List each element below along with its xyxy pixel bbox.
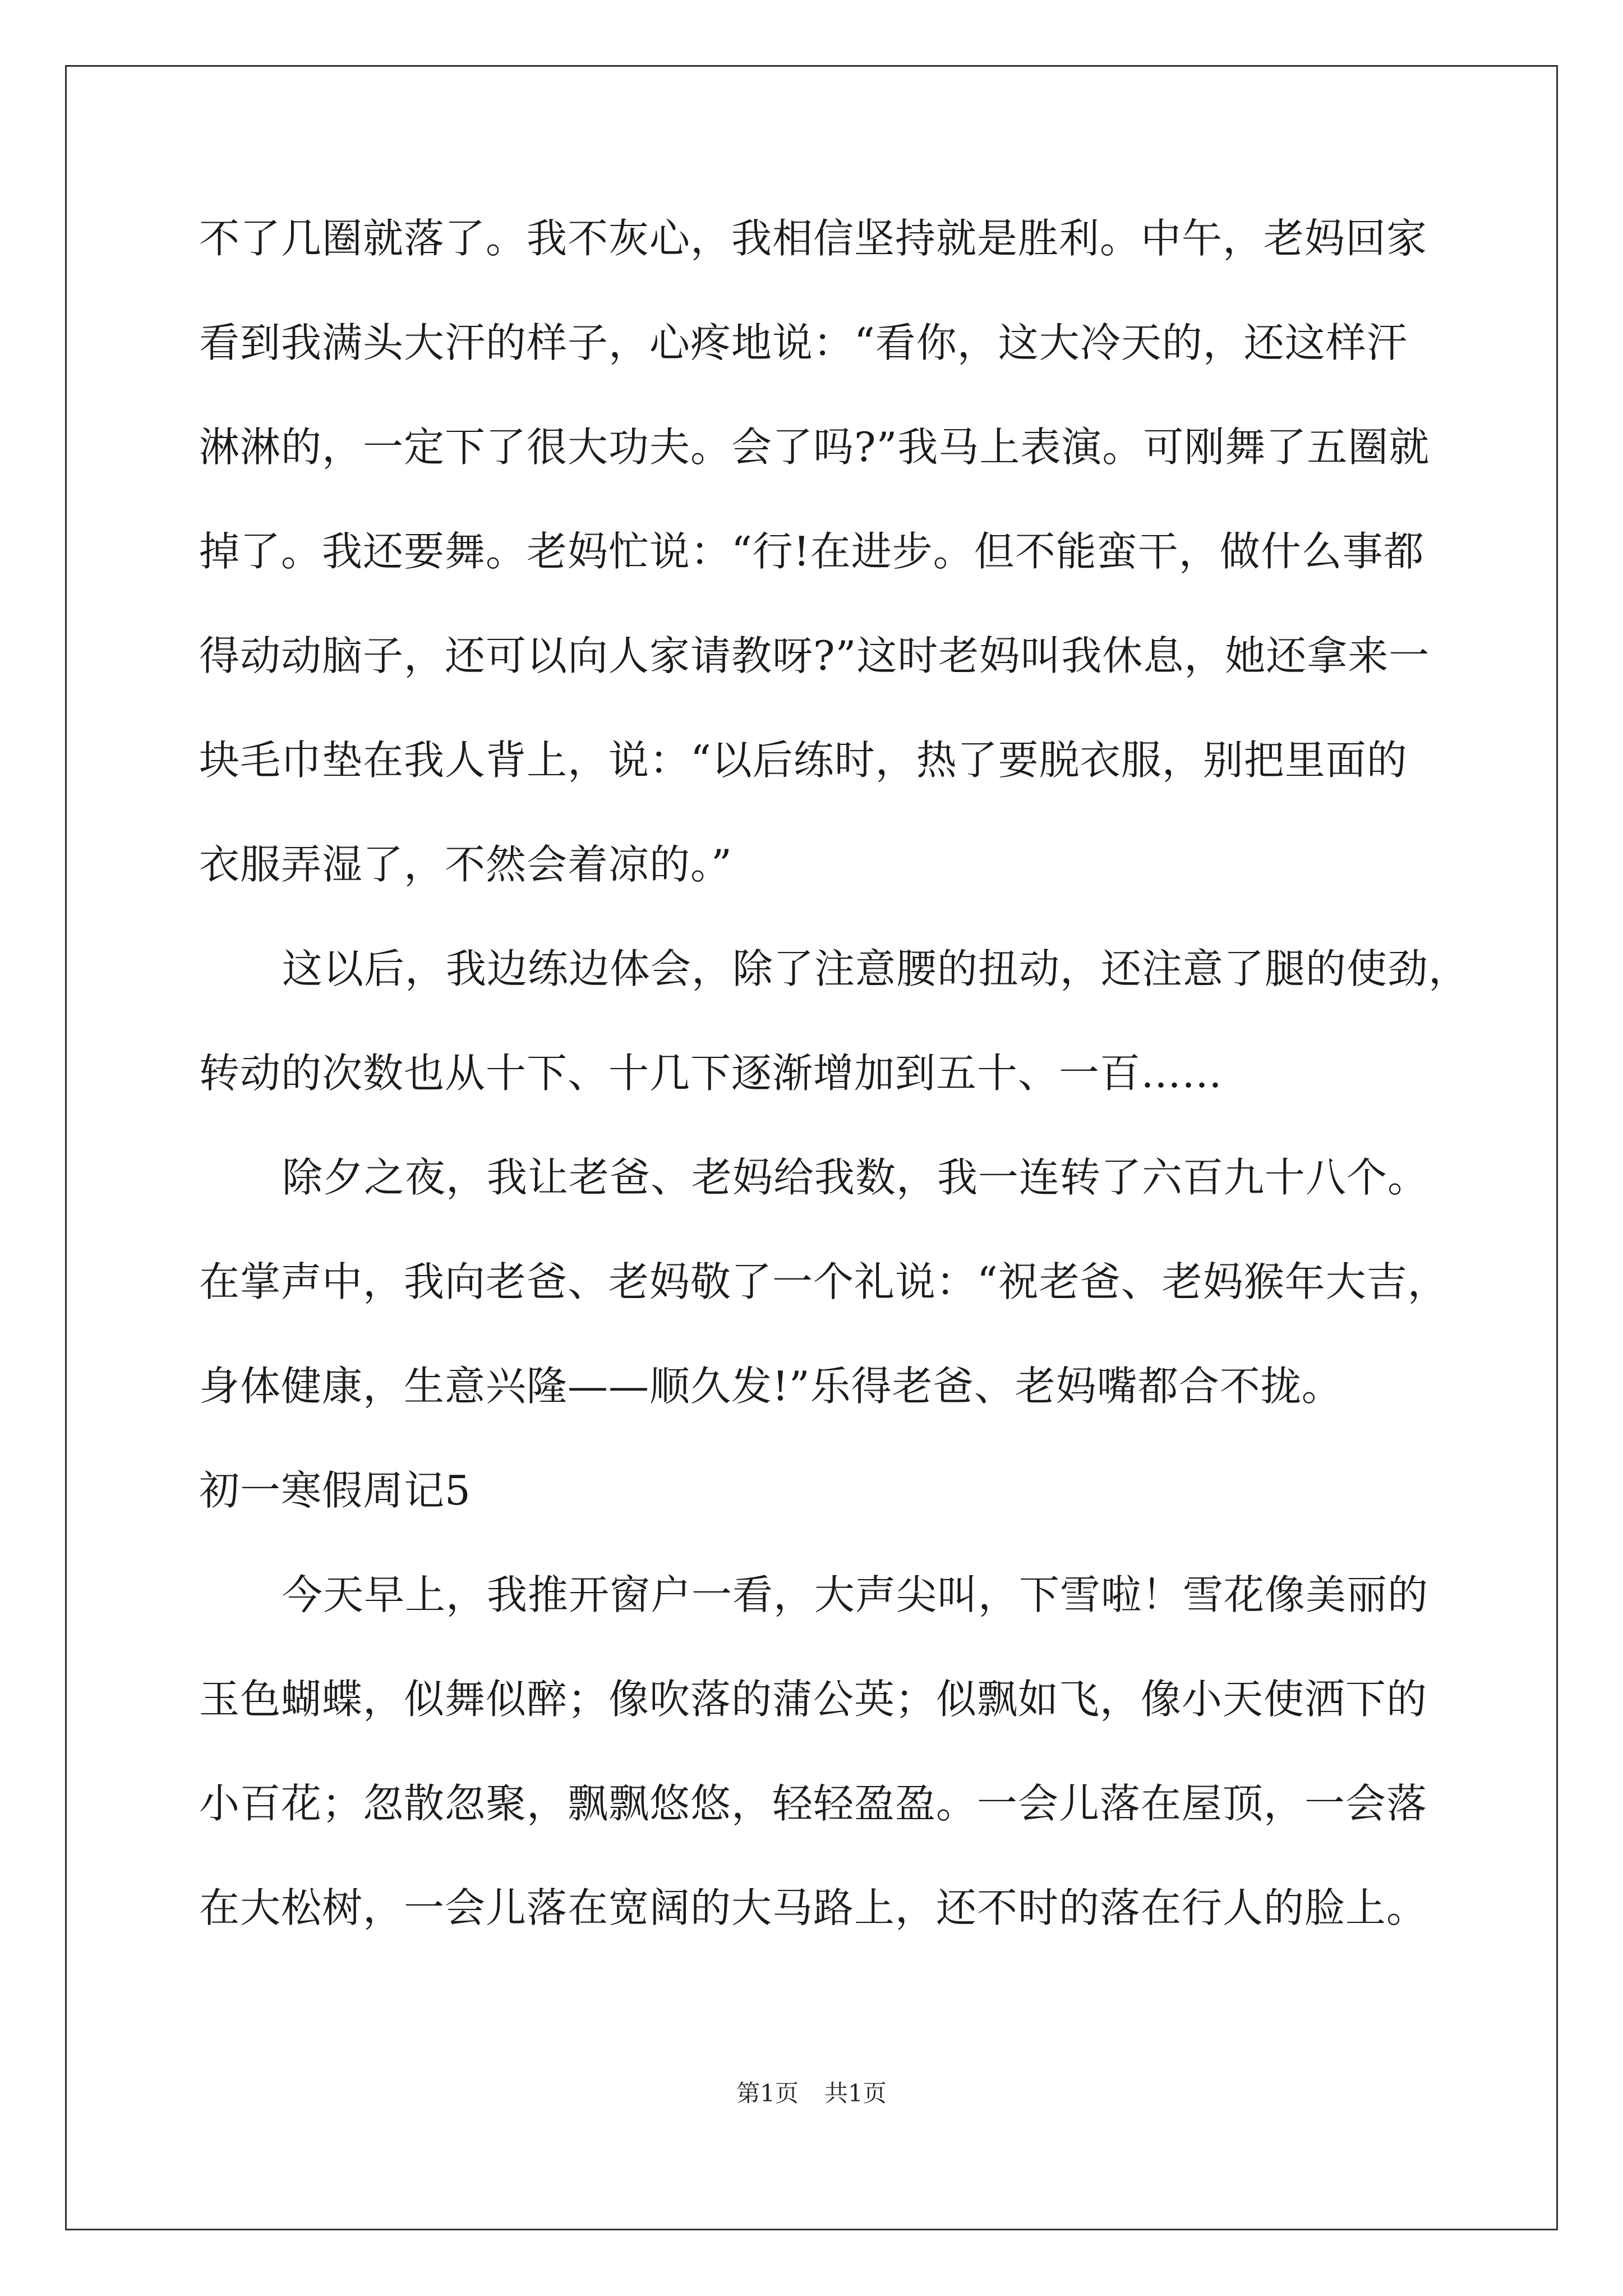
text-line: 块毛巾垫在我人背上，说：“以后练时，热了要脱衣服，别把里面的 xyxy=(199,737,1408,784)
text-line: 在大松树，一会儿落在宽阔的大马路上，还不时的落在行人的脸上。 xyxy=(199,1884,1428,1931)
text-line: 掉了。我还要舞。老妈忙说：“行!在进步。但不能蛮干，做什么事都 xyxy=(199,528,1424,575)
text-line: 看到我满头大汗的样子，心疼地说：“看你，这大冷天的，还这样汗 xyxy=(199,319,1408,366)
page-number-current: 第1页 xyxy=(736,2079,799,2107)
paragraph-start-line: 今天早上，我推开窗户一看，大声尖叫，下雪啦！雪花像美丽的 xyxy=(282,1571,1429,1618)
text-line: 衣服弄湿了，不然会着凉的。” xyxy=(199,841,732,888)
paragraph-start-line: 除夕之夜，我让老爸、老妈给我数，我一连转了六百九十八个。 xyxy=(282,1154,1429,1201)
text-line: 在掌声中，我向老爸、老妈敬了一个礼说：“祝老爸、老妈猴年大吉， xyxy=(199,1258,1449,1305)
text-line: 玉色蝴蝶，似舞似醉；像吹落的蒲公英；似飘如飞，像小天使洒下的 xyxy=(199,1676,1428,1723)
paragraph-start-line: 这以后，我边练边体会，除了注意腰的扭动，还注意了腿的使劲， xyxy=(282,945,1470,992)
text-line: 身体健康，生意兴隆——顺久发!”乐得老爸、老妈嘴都合不拢。 xyxy=(199,1363,1343,1410)
text-line: 转动的次数也从十下、十几下逐渐增加到五十、一百…… xyxy=(199,1050,1223,1097)
text-line: 小百花；忽散忽聚，飘飘悠悠，轻轻盈盈。一会儿落在屋顶，一会落 xyxy=(199,1780,1428,1827)
page-footer xyxy=(0,2077,1623,2110)
section-heading: 初一寒假周记5 xyxy=(199,1467,471,1514)
text-line: 不了几圈就落了。我不灰心，我相信坚持就是胜利。中午，老妈回家 xyxy=(199,215,1428,262)
page-number-total: 共1页 xyxy=(824,2079,887,2107)
text-line: 得动动脑子，还可以向人家请教呀?”这时老妈叫我休息，她还拿来一 xyxy=(199,632,1430,679)
text-line: 淋淋的，一定下了很大功夫。会了吗?”我马上表演。可刚舞了五圈就 xyxy=(199,424,1430,471)
